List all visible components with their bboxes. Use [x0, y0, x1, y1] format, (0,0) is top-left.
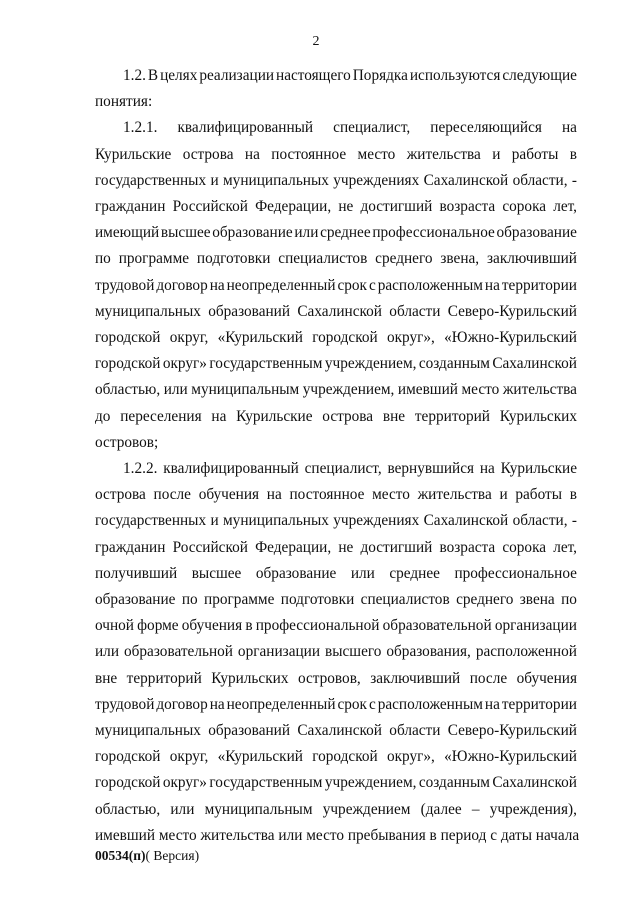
word: в — [569, 486, 577, 504]
word: – — [471, 800, 480, 818]
word: учреждением, — [324, 774, 417, 792]
word: подготовки — [196, 250, 271, 268]
word: области, — [512, 171, 568, 189]
word: на — [266, 486, 282, 504]
word: 1.2.2. — [123, 460, 158, 478]
word: срок — [337, 276, 367, 294]
word: трудовой — [95, 276, 155, 294]
paragraph — [95, 63, 577, 115]
word: государственным — [209, 774, 323, 792]
word: на — [209, 276, 225, 294]
word: - — [571, 171, 577, 189]
text-line — [95, 63, 577, 89]
text-line: островов; — [95, 433, 159, 451]
paragraph — [95, 456, 580, 849]
word: городской — [95, 329, 161, 347]
word: жительства — [406, 145, 481, 163]
word: программе — [204, 591, 275, 609]
text-line — [95, 797, 577, 823]
word: профессиональное — [454, 564, 577, 582]
word: образований — [208, 722, 291, 740]
word: трудовой — [95, 695, 155, 713]
word: среднего — [456, 591, 514, 609]
word: форме — [137, 617, 179, 635]
word: на — [479, 460, 495, 478]
word: острова — [182, 145, 234, 163]
word: - — [571, 512, 577, 530]
word: переселяющийся — [430, 119, 542, 137]
page-number: 2 — [312, 34, 320, 49]
word: городской — [312, 329, 378, 347]
document-version: ( Версия) — [145, 848, 200, 863]
word: образование — [255, 564, 337, 582]
word: Порядка — [352, 67, 408, 84]
word: и — [499, 486, 508, 504]
word: жительства — [502, 381, 577, 399]
word: возраста — [439, 198, 496, 216]
text-line — [95, 299, 577, 325]
word: или — [350, 564, 375, 582]
word: следующие — [502, 67, 577, 84]
word: созданным — [418, 774, 490, 792]
text-line — [95, 508, 577, 534]
word: сорока — [502, 198, 547, 216]
word: работы — [511, 145, 559, 163]
word: специалист, — [304, 460, 382, 478]
word: или — [294, 224, 319, 242]
word: гражданин — [95, 198, 166, 216]
word: среднее — [389, 564, 440, 582]
word: высшее — [160, 224, 211, 242]
word: место — [461, 381, 500, 399]
text-line — [95, 377, 577, 403]
word: островов, — [297, 669, 361, 687]
word: государственных — [95, 512, 207, 530]
word: Сахалинской — [297, 722, 382, 740]
word: 1.2. — [123, 67, 146, 84]
word: квалифицированный — [177, 119, 314, 137]
word: территорий — [414, 407, 490, 425]
word: вне — [382, 407, 406, 425]
word: обучения — [181, 617, 243, 635]
word: место — [357, 145, 396, 163]
word: организации — [237, 643, 321, 661]
word: имеющий — [95, 224, 160, 242]
word: не — [338, 538, 354, 556]
word: 1.2.1. — [123, 119, 158, 137]
word: после — [469, 669, 508, 687]
word: заключивший — [370, 669, 461, 687]
word: Сахалинской — [423, 512, 509, 530]
word: работы — [515, 486, 562, 504]
text-line — [95, 535, 577, 561]
word: гражданин — [95, 538, 166, 556]
word: реализации — [199, 67, 275, 84]
word: на — [484, 276, 500, 294]
word: по — [95, 250, 111, 268]
word: Сахалинской — [297, 302, 382, 320]
word: квалифицированный — [163, 460, 299, 478]
word: Курильские — [500, 460, 577, 478]
word: по — [561, 591, 577, 609]
word: учреждения), — [489, 800, 577, 818]
text-line — [95, 115, 577, 141]
text-line — [95, 666, 577, 692]
text-line — [95, 770, 577, 796]
word: Российской — [172, 538, 248, 556]
word: получивший — [95, 564, 178, 582]
word: постоянное — [271, 145, 347, 163]
text-line — [95, 692, 577, 718]
word: специалистов — [360, 591, 450, 609]
word: неопределенный — [226, 695, 336, 713]
word: на — [561, 119, 577, 137]
word: учреждениях — [333, 171, 420, 189]
text-line — [95, 456, 577, 482]
text-line: имевший место жительства или место пребывания в период с даты начала — [95, 826, 580, 844]
word: договор — [156, 695, 208, 713]
word: достигший — [360, 538, 433, 556]
word: Курильские — [95, 145, 172, 163]
word: областью, — [95, 800, 161, 818]
word: лет, — [553, 538, 577, 556]
word: жительства — [417, 486, 492, 504]
text-line — [95, 168, 577, 194]
word: в — [569, 145, 577, 163]
word: государственным — [209, 355, 323, 373]
text-line — [95, 639, 577, 665]
word: вне — [95, 669, 118, 687]
text-line — [95, 613, 577, 639]
word: на — [244, 145, 260, 163]
word: подготовки — [280, 591, 355, 609]
word: расположенным — [377, 695, 483, 713]
word: с — [368, 276, 376, 294]
word: учреждениях — [333, 512, 420, 530]
word: учреждением — [322, 800, 411, 818]
word: образовательной — [382, 617, 492, 635]
word: Курильских — [211, 669, 289, 687]
word: округ» — [162, 774, 207, 792]
word: не — [338, 198, 354, 216]
text-line — [95, 718, 577, 744]
word: Северо-Курильский — [447, 302, 577, 320]
word: учреждением, — [302, 381, 395, 399]
word: сорока — [502, 538, 547, 556]
word: округ» — [162, 355, 207, 373]
word: после — [153, 486, 191, 504]
word: области — [389, 722, 441, 740]
word: В — [147, 67, 159, 84]
word: специалист, — [333, 119, 411, 137]
word: достигший — [360, 198, 433, 216]
word: городской — [95, 774, 161, 792]
word: настоящего — [276, 67, 351, 84]
word: муниципальным — [204, 800, 313, 818]
word: «Курильский — [217, 329, 303, 347]
word: областью, — [95, 381, 161, 399]
word: Сахалинской — [423, 171, 509, 189]
word: Сахалинской — [492, 355, 577, 373]
word: Северо-Курильский — [447, 722, 577, 740]
word: учреждением, — [324, 355, 417, 373]
word: созданным — [418, 355, 490, 373]
document-footer — [95, 848, 199, 864]
word: профессиональное — [372, 224, 495, 242]
word: среднее — [320, 224, 371, 242]
word: высшего — [325, 643, 382, 661]
word: высшее — [191, 564, 242, 582]
word: звена, — [440, 250, 480, 268]
text-line — [95, 325, 577, 351]
document-body — [95, 63, 580, 849]
word: постоянное — [289, 486, 365, 504]
text-line — [95, 142, 577, 168]
text-line — [95, 561, 577, 587]
word: (далее — [420, 800, 462, 818]
word: специалистов — [278, 250, 368, 268]
word: округ, — [169, 329, 209, 347]
word: «Курильский — [217, 748, 303, 766]
word: области — [389, 302, 441, 320]
text-line — [95, 220, 577, 246]
word: образовательной — [123, 643, 233, 661]
text-line — [95, 351, 577, 377]
paragraph — [95, 115, 577, 456]
word: расположенным — [377, 276, 483, 294]
document-code: 00534(п) — [95, 848, 146, 863]
word: вернувшийся — [387, 460, 475, 478]
word: лет, — [553, 198, 577, 216]
word: возраста — [439, 538, 496, 556]
word: городской — [95, 748, 161, 766]
word: городской — [312, 748, 378, 766]
text-line: понятия: — [95, 93, 153, 111]
word: образования, — [386, 643, 471, 661]
word: муниципальных — [95, 722, 201, 740]
word: муниципальных — [223, 171, 329, 189]
word: территории — [501, 695, 577, 713]
word: обучения — [198, 486, 260, 504]
word: программе — [118, 250, 190, 268]
word: острова — [322, 407, 374, 425]
word: Сахалинской — [492, 774, 577, 792]
word: расположенной — [475, 643, 577, 661]
text-line — [95, 194, 577, 220]
word: неопределенный — [226, 276, 336, 294]
word: Федерации, — [255, 538, 332, 556]
word: Курильские — [236, 407, 313, 425]
word: или — [95, 643, 120, 661]
word: и — [492, 145, 501, 163]
word: территорий — [126, 669, 202, 687]
word: муниципальным — [191, 381, 300, 399]
text-line — [95, 273, 577, 299]
word: или — [170, 800, 195, 818]
word: и — [210, 171, 219, 189]
word: муниципальных — [95, 302, 201, 320]
word: острова — [95, 486, 146, 504]
word: Российской — [172, 198, 248, 216]
word: области, — [512, 512, 568, 530]
word: в — [245, 617, 253, 635]
word: образование — [212, 224, 293, 242]
word: по — [181, 591, 198, 609]
word: «Южно-Курильский — [444, 748, 577, 766]
word: переселения — [120, 407, 202, 425]
word: обучения — [516, 669, 577, 687]
text-line — [95, 482, 577, 508]
word: очной — [95, 617, 134, 635]
word: территории — [501, 276, 577, 294]
word: округ», — [386, 329, 435, 347]
word: профессиональной — [255, 617, 380, 635]
word: и — [210, 512, 219, 530]
word: с — [368, 695, 376, 713]
text-line — [95, 587, 577, 613]
word: используются — [409, 67, 501, 84]
text-line — [95, 246, 577, 272]
word: звена — [519, 591, 555, 609]
word: образование — [496, 224, 577, 242]
word: договор — [156, 276, 208, 294]
text-line — [95, 744, 577, 770]
word: образование — [95, 591, 176, 609]
word: или — [163, 381, 188, 399]
word: городской — [95, 355, 161, 373]
word: муниципальных — [223, 512, 329, 530]
word: на — [211, 407, 227, 425]
word: на — [209, 695, 225, 713]
word: Федерации, — [255, 198, 332, 216]
word: организации — [494, 617, 577, 635]
text-line — [95, 404, 577, 430]
word: срок — [337, 695, 367, 713]
word: имевший — [397, 381, 458, 399]
word: Курильских — [499, 407, 577, 425]
word: среднего — [375, 250, 433, 268]
word: «Южно-Курильский — [444, 329, 577, 347]
word: целях — [160, 67, 198, 84]
word: место — [372, 486, 410, 504]
word: округ», — [386, 748, 435, 766]
word: до — [95, 407, 111, 425]
word: на — [484, 695, 500, 713]
word: заключивший — [486, 250, 577, 268]
word: образований — [208, 302, 291, 320]
word: государственных — [95, 171, 207, 189]
word: округ, — [169, 748, 209, 766]
